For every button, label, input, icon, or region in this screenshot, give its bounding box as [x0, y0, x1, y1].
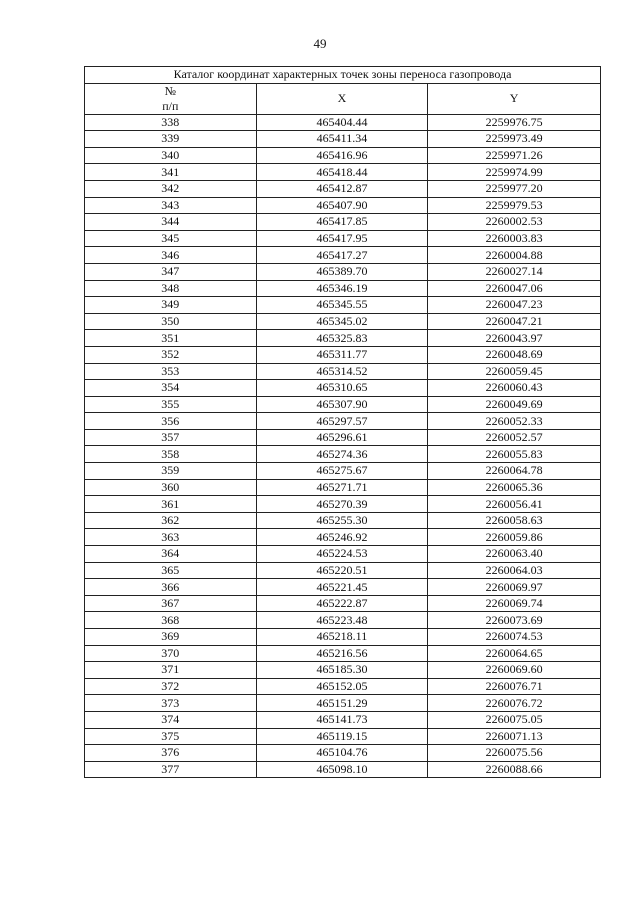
cell-y: 2260069.74	[428, 595, 601, 612]
cell-number: 375	[85, 728, 257, 745]
cell-x: 465151.29	[256, 695, 428, 712]
cell-number: 338	[85, 114, 257, 131]
cell-x: 465404.44	[256, 114, 428, 131]
cell-y: 2259979.53	[428, 197, 601, 214]
table-row	[85, 214, 601, 231]
cell-number: 354	[85, 380, 257, 397]
cell-number: 365	[85, 562, 257, 579]
cell-number: 374	[85, 711, 257, 728]
cell-y: 2260043.97	[428, 330, 601, 347]
cell-y: 2260076.72	[428, 695, 601, 712]
cell-x: 465274.36	[256, 446, 428, 463]
cell-y: 2260055.83	[428, 446, 601, 463]
cell-y: 2260075.05	[428, 711, 601, 728]
cell-number: 367	[85, 595, 257, 612]
column-header-y: Y	[428, 83, 601, 114]
cell-number: 372	[85, 678, 257, 695]
cell-x: 465246.92	[256, 529, 428, 546]
cell-number: 377	[85, 761, 257, 778]
cell-number: 363	[85, 529, 257, 546]
cell-y: 2260065.36	[428, 479, 601, 496]
table-row	[85, 695, 601, 712]
cell-y: 2260064.65	[428, 645, 601, 662]
cell-x: 465119.15	[256, 728, 428, 745]
cell-x: 465218.11	[256, 629, 428, 646]
cell-y: 2260047.23	[428, 297, 601, 314]
table-row	[85, 230, 601, 247]
table-row	[85, 512, 601, 529]
cell-x: 465224.53	[256, 546, 428, 563]
cell-number: 353	[85, 363, 257, 380]
table-row	[85, 131, 601, 148]
cell-x: 465255.30	[256, 512, 428, 529]
cell-number: 360	[85, 479, 257, 496]
cell-y: 2260074.53	[428, 629, 601, 646]
table-row	[85, 197, 601, 214]
table-row	[85, 313, 601, 330]
column-header-number	[85, 83, 257, 114]
number-abbrev: п/п	[162, 98, 179, 113]
table-row	[85, 380, 601, 397]
cell-number: 373	[85, 695, 257, 712]
table-row	[85, 612, 601, 629]
cell-number: 359	[85, 463, 257, 480]
cell-x: 465275.67	[256, 463, 428, 480]
cell-x: 465314.52	[256, 363, 428, 380]
table-row	[85, 546, 601, 563]
cell-y: 2259973.49	[428, 131, 601, 148]
cell-y: 2260047.21	[428, 313, 601, 330]
cell-x: 465346.19	[256, 280, 428, 297]
cell-number: 369	[85, 629, 257, 646]
cell-x: 465220.51	[256, 562, 428, 579]
cell-number: 347	[85, 263, 257, 280]
cell-x: 465297.57	[256, 413, 428, 430]
cell-y: 2259971.26	[428, 147, 601, 164]
table-row	[85, 413, 601, 430]
cell-x: 465418.44	[256, 164, 428, 181]
cell-x: 465296.61	[256, 429, 428, 446]
cell-x: 465104.76	[256, 745, 428, 762]
cell-x: 465270.39	[256, 496, 428, 513]
coordinates-table	[84, 66, 601, 778]
table-row	[85, 629, 601, 646]
table-row	[85, 429, 601, 446]
cell-x: 465223.48	[256, 612, 428, 629]
cell-y: 2260064.78	[428, 463, 601, 480]
cell-x: 465271.71	[256, 479, 428, 496]
table-row	[85, 579, 601, 596]
cell-number: 342	[85, 180, 257, 197]
table-title: Каталог координат характерных точек зоны переноса газопровода	[85, 67, 601, 84]
table-row	[85, 745, 601, 762]
cell-y: 2260059.86	[428, 529, 601, 546]
table-row	[85, 645, 601, 662]
cell-number: 357	[85, 429, 257, 446]
table-row	[85, 496, 601, 513]
cell-x: 465221.45	[256, 579, 428, 596]
cell-number: 351	[85, 330, 257, 347]
table-body	[85, 114, 601, 778]
table-row	[85, 164, 601, 181]
cell-number: 371	[85, 662, 257, 679]
cell-number: 344	[85, 214, 257, 231]
cell-y: 2260060.43	[428, 380, 601, 397]
cell-x: 465345.55	[256, 297, 428, 314]
table-row	[85, 728, 601, 745]
cell-y: 2260004.88	[428, 247, 601, 264]
cell-y: 2259974.99	[428, 164, 601, 181]
cell-y: 2260075.56	[428, 745, 601, 762]
cell-x: 465389.70	[256, 263, 428, 280]
table-row	[85, 114, 601, 131]
cell-x: 465098.10	[256, 761, 428, 778]
cell-number: 368	[85, 612, 257, 629]
column-header-x: X	[256, 83, 428, 114]
cell-y: 2260073.69	[428, 612, 601, 629]
cell-x: 465417.95	[256, 230, 428, 247]
cell-x: 465416.96	[256, 147, 428, 164]
cell-number: 361	[85, 496, 257, 513]
cell-number: 356	[85, 413, 257, 430]
table-row	[85, 711, 601, 728]
cell-y: 2260048.69	[428, 346, 601, 363]
cell-y: 2260047.06	[428, 280, 601, 297]
cell-x: 465411.34	[256, 131, 428, 148]
cell-y: 2260059.45	[428, 363, 601, 380]
cell-number: 352	[85, 346, 257, 363]
number-sign: №	[164, 83, 177, 98]
cell-y: 2260069.97	[428, 579, 601, 596]
table-row	[85, 346, 601, 363]
table-row	[85, 363, 601, 380]
cell-x: 465310.65	[256, 380, 428, 397]
cell-number: 346	[85, 247, 257, 264]
table-row	[85, 330, 601, 347]
cell-number: 364	[85, 546, 257, 563]
cell-number: 358	[85, 446, 257, 463]
cell-number: 345	[85, 230, 257, 247]
cell-y: 2260063.40	[428, 546, 601, 563]
cell-y: 2260069.60	[428, 662, 601, 679]
table-row	[85, 446, 601, 463]
cell-x: 465412.87	[256, 180, 428, 197]
cell-number: 350	[85, 313, 257, 330]
cell-x: 465325.83	[256, 330, 428, 347]
table-row	[85, 595, 601, 612]
cell-y: 2260052.33	[428, 413, 601, 430]
cell-number: 366	[85, 579, 257, 596]
cell-number: 339	[85, 131, 257, 148]
table-row	[85, 147, 601, 164]
cell-x: 465417.85	[256, 214, 428, 231]
cell-y: 2260071.13	[428, 728, 601, 745]
table-row	[85, 761, 601, 778]
cell-x: 465345.02	[256, 313, 428, 330]
table-row	[85, 297, 601, 314]
cell-number: 355	[85, 396, 257, 413]
page-number: 49	[313, 36, 327, 51]
table-row	[85, 180, 601, 197]
table-row	[85, 479, 601, 496]
cell-y: 2260058.63	[428, 512, 601, 529]
cell-y: 2259977.20	[428, 180, 601, 197]
table-row	[85, 463, 601, 480]
cell-y: 2260052.57	[428, 429, 601, 446]
cell-number: 370	[85, 645, 257, 662]
cell-number: 343	[85, 197, 257, 214]
cell-x: 465407.90	[256, 197, 428, 214]
table-row	[85, 396, 601, 413]
cell-x: 465307.90	[256, 396, 428, 413]
cell-y: 2260056.41	[428, 496, 601, 513]
table-row	[85, 662, 601, 679]
cell-number: 348	[85, 280, 257, 297]
table-row	[85, 263, 601, 280]
cell-number: 341	[85, 164, 257, 181]
cell-y: 2260049.69	[428, 396, 601, 413]
cell-x: 465417.27	[256, 247, 428, 264]
cell-number: 349	[85, 297, 257, 314]
cell-number: 340	[85, 147, 257, 164]
cell-x: 465141.73	[256, 711, 428, 728]
cell-y: 2260088.66	[428, 761, 601, 778]
cell-x: 465222.87	[256, 595, 428, 612]
cell-y: 2260064.03	[428, 562, 601, 579]
cell-y: 2259976.75	[428, 114, 601, 131]
table-row	[85, 529, 601, 546]
cell-x: 465311.77	[256, 346, 428, 363]
table-row	[85, 247, 601, 264]
cell-x: 465185.30	[256, 662, 428, 679]
table-row	[85, 562, 601, 579]
cell-y: 2260003.83	[428, 230, 601, 247]
cell-x: 465152.05	[256, 678, 428, 695]
table-row	[85, 678, 601, 695]
cell-y: 2260027.14	[428, 263, 601, 280]
cell-y: 2260076.71	[428, 678, 601, 695]
table-row	[85, 280, 601, 297]
cell-number: 376	[85, 745, 257, 762]
cell-y: 2260002.53	[428, 214, 601, 231]
cell-number: 362	[85, 512, 257, 529]
cell-x: 465216.56	[256, 645, 428, 662]
